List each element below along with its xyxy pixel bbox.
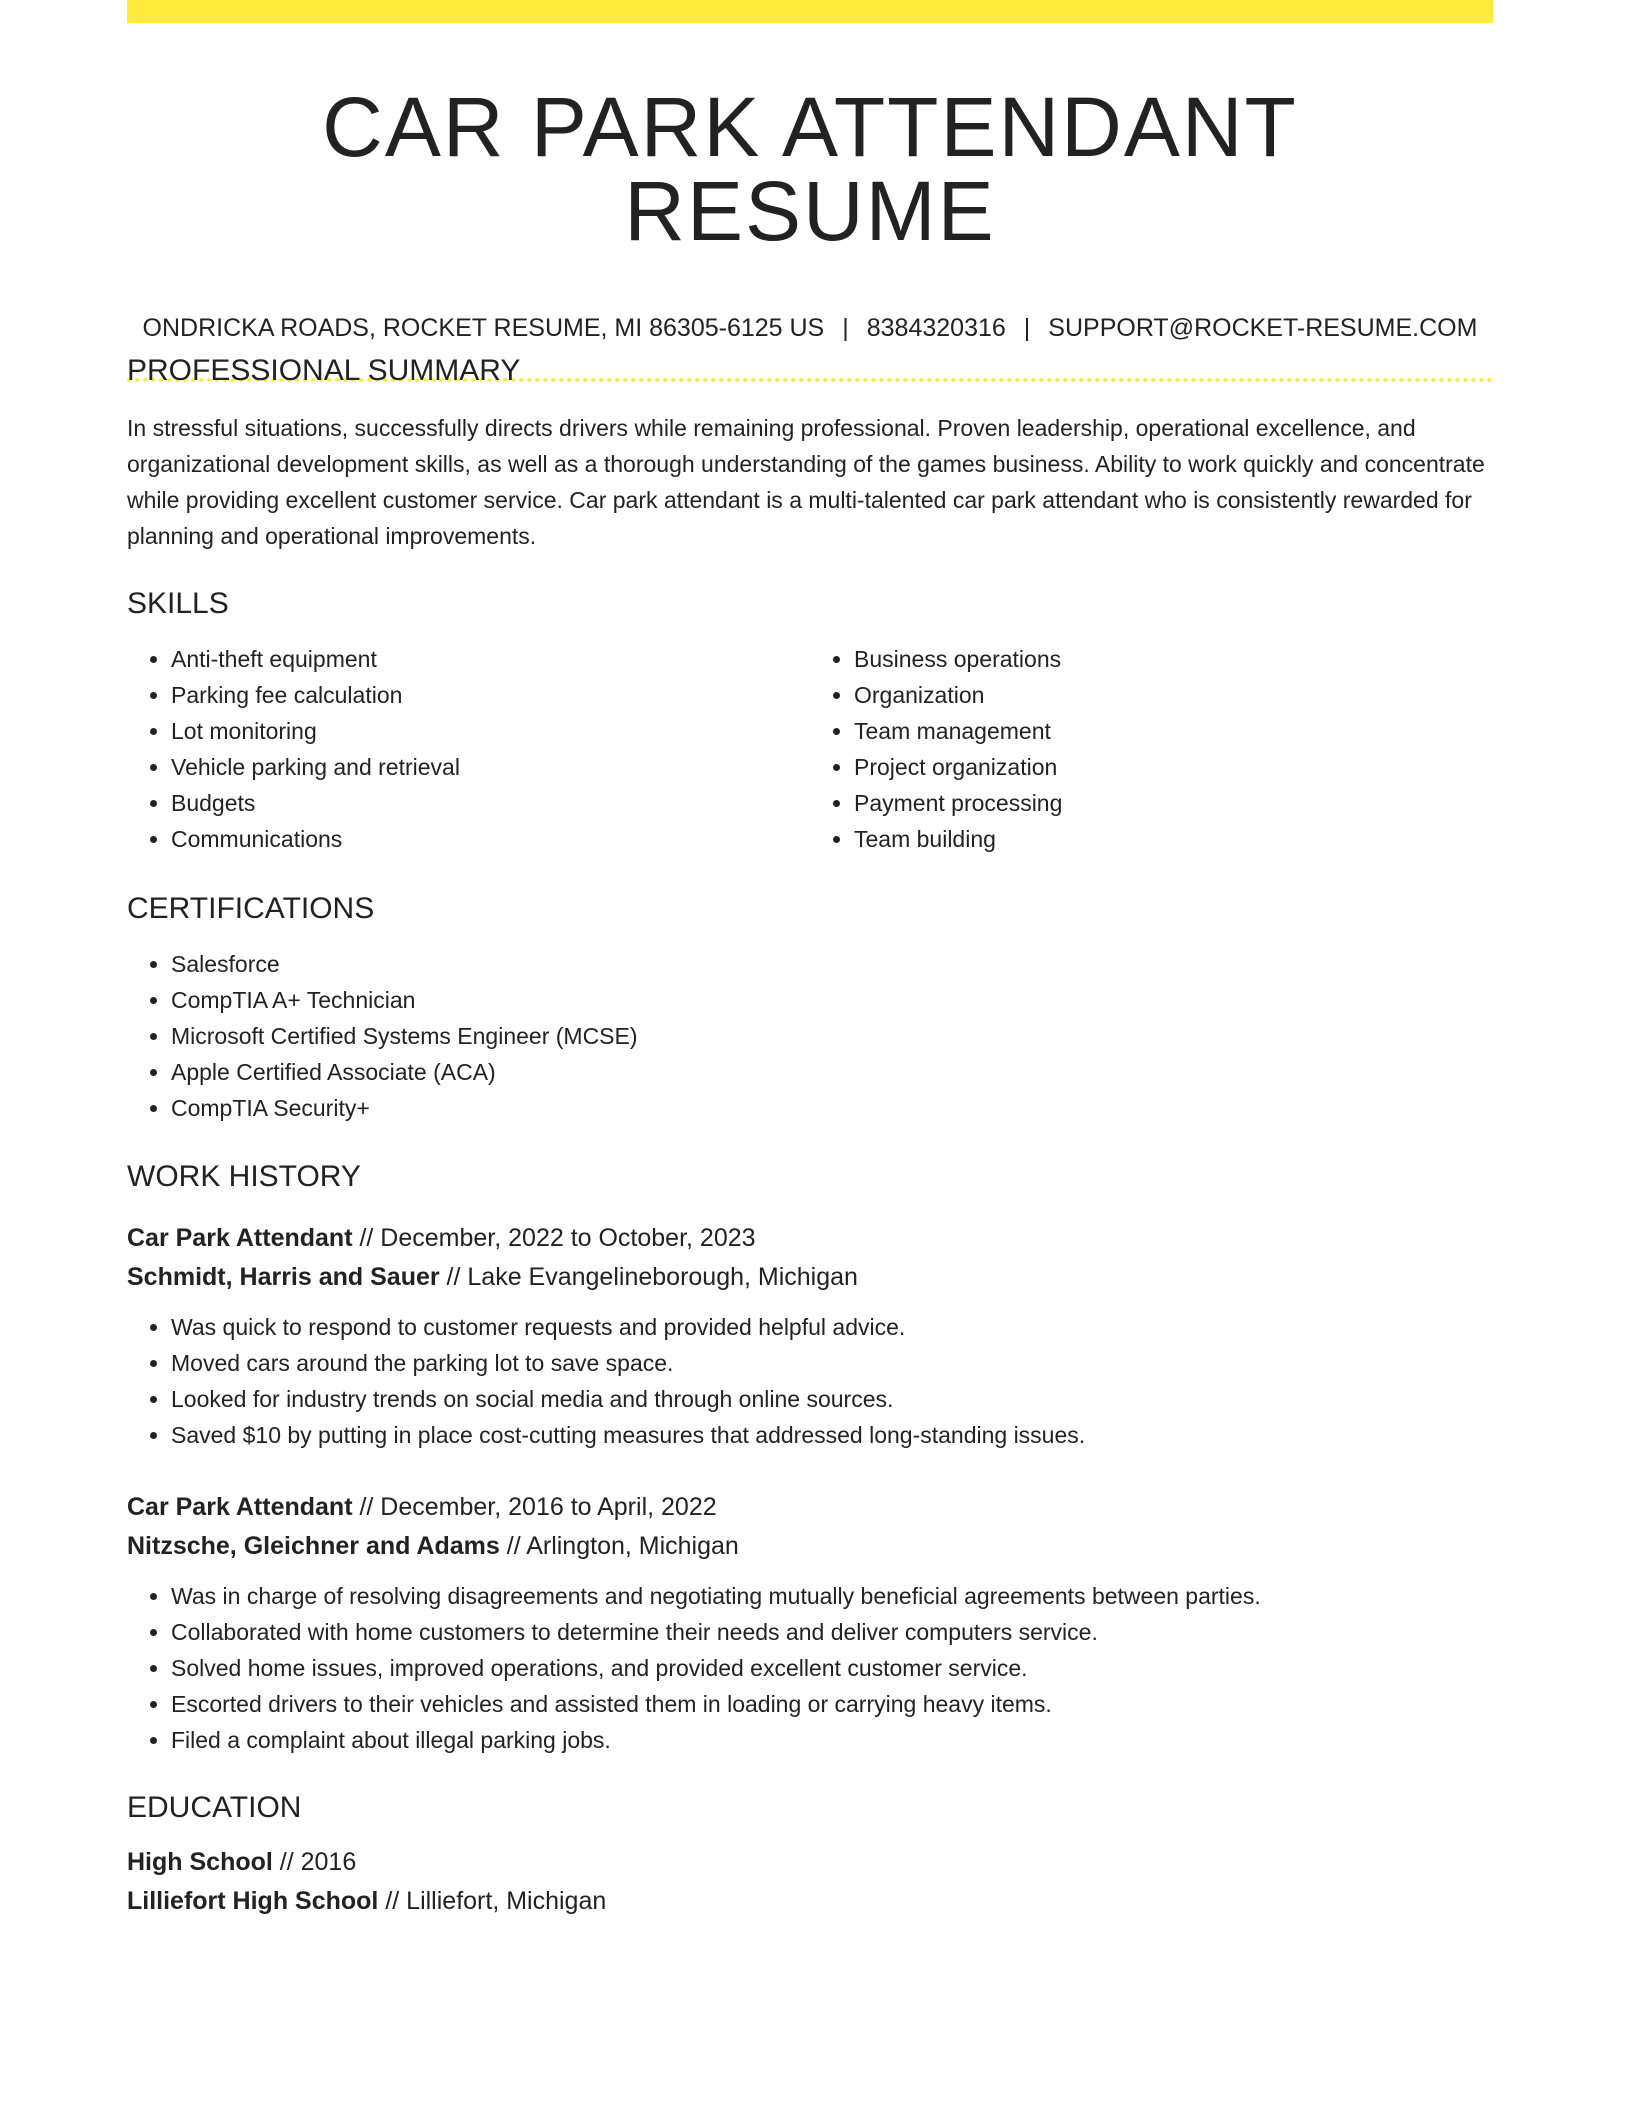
job-location: // Lake Evangelineborough, Michigan: [439, 1263, 858, 1291]
job-dates: // December, 2022 to October, 2023: [352, 1224, 756, 1252]
job-bullet: • Filed a complaint about illegal parking jobs.: [171, 1722, 1493, 1758]
job-company-line: [127, 1258, 1493, 1297]
education-entry: [127, 1843, 1493, 1921]
skills-columns: [127, 641, 1493, 857]
contact-separator: |: [842, 314, 849, 342]
skill-item: • Team building: [854, 821, 1493, 857]
job-role: Car Park Attendant: [127, 1224, 353, 1252]
certifications-list: [127, 946, 1493, 1126]
skill-item: • Communications: [171, 821, 810, 857]
certifications-section: [127, 894, 1493, 1126]
skill-item: • Organization: [854, 677, 1493, 713]
summary-text: In stressful situations, successfully directs drivers while remaining professional. Proven leadership, operational excellence, and organizational development skills, as well as a thorough understanding of the games business. Ability to work quickly and concentrate while providing excellent customer service. Car park attendant is a multi-talented car park attendant who is consistently rewarded for planning and operational improvements.: [127, 415, 1485, 549]
skill-item: • Lot monitoring: [171, 713, 810, 749]
job-bullet: • Looked for industry trends on social media and through online sources.: [171, 1381, 1493, 1417]
skills-section: [127, 589, 1493, 857]
job-bullet: • Moved cars around the parking lot to save space.: [171, 1345, 1493, 1381]
summary-heading: PROFESSIONAL SUMMARY: [127, 354, 521, 387]
job-bullet: • Saved $10 by putting in place cost-cutting measures that addressed long-standing issues.: [171, 1417, 1493, 1453]
skill-item: • Team management: [854, 713, 1493, 749]
education-heading: EDUCATION: [127, 1791, 302, 1824]
education-section: [127, 1793, 1493, 1921]
job-bullet: • Was in charge of resolving disagreements and negotiating mutually beneficial agreements between parties.: [171, 1578, 1493, 1614]
skills-list-right: [810, 641, 1493, 857]
contact-address: ONDRICKA ROADS, ROCKET RESUME, MI 86305-6125 US: [142, 314, 825, 342]
job-company: Schmidt, Harris and Sauer: [127, 1263, 440, 1291]
skill-item: • Parking fee calculation: [171, 677, 810, 713]
work-history-section: [127, 1162, 1493, 1192]
job-location: // Arlington, Michigan: [499, 1532, 739, 1560]
resume-title: CAR PARK ATTENDANT RESUME: [322, 80, 1298, 258]
certification-item: • CompTIA Security+: [171, 1090, 1493, 1126]
resume-page: [127, 0, 1493, 1915]
contact-separator: |: [1023, 314, 1031, 342]
accent-bar: [127, 0, 1493, 23]
education-location: // Lilliefort, Michigan: [378, 1887, 607, 1915]
job-bullets: [127, 1309, 1493, 1453]
summary-section: [127, 356, 1493, 554]
job-dates: // December, 2016 to April, 2022: [352, 1493, 717, 1521]
skill-item: • Vehicle parking and retrieval: [171, 749, 810, 785]
job-company-line: [127, 1527, 1493, 1566]
skill-item: • Project organization: [854, 749, 1493, 785]
contact-email[interactable]: SUPPORT@ROCKET-RESUME.COM: [1048, 314, 1478, 342]
education-school: Lilliefort High School: [127, 1887, 379, 1915]
job-bullets: [127, 1578, 1493, 1758]
skills-heading: SKILLS: [127, 587, 229, 620]
job-title-line: [127, 1488, 1493, 1527]
contact-phone[interactable]: 8384320316: [866, 314, 1006, 342]
skill-item: • Anti-theft equipment: [171, 641, 810, 677]
job-role: Car Park Attendant: [127, 1493, 353, 1521]
certification-item: • Apple Certified Associate (ACA): [171, 1054, 1493, 1090]
job-bullet: • Collaborated with home customers to determine their needs and deliver computers service.: [171, 1614, 1493, 1650]
education-degree-line: [127, 1843, 1493, 1882]
job-bullet: • Was quick to respond to customer requests and provided helpful advice.: [171, 1309, 1493, 1345]
job-company: Nitzsche, Gleichner and Adams: [127, 1532, 500, 1560]
skill-item: • Business operations: [854, 641, 1493, 677]
certification-item: • Salesforce: [171, 946, 1493, 982]
certification-item: • Microsoft Certified Systems Engineer (MCSE): [171, 1018, 1493, 1054]
contact-line: [127, 316, 1493, 341]
certification-item: • CompTIA A+ Technician: [171, 982, 1493, 1018]
certifications-heading: CERTIFICATIONS: [127, 892, 375, 925]
job-title-line: [127, 1219, 1493, 1258]
job-bullet: • Solved home issues, improved operations, and provided excellent customer service.: [171, 1650, 1493, 1686]
skill-item: • Payment processing: [854, 785, 1493, 821]
work-history-heading: WORK HISTORY: [127, 1160, 361, 1193]
job-entry: [127, 1488, 1493, 1758]
education-degree: High School: [127, 1848, 273, 1876]
job-bullet: • Escorted drivers to their vehicles and assisted them in loading or carrying heavy items.: [171, 1686, 1493, 1722]
skills-list-left: [127, 641, 810, 857]
education-year: // 2016: [272, 1848, 357, 1876]
education-school-line: [127, 1882, 1493, 1921]
job-entry: [127, 1219, 1493, 1453]
skill-item: • Budgets: [171, 785, 810, 821]
